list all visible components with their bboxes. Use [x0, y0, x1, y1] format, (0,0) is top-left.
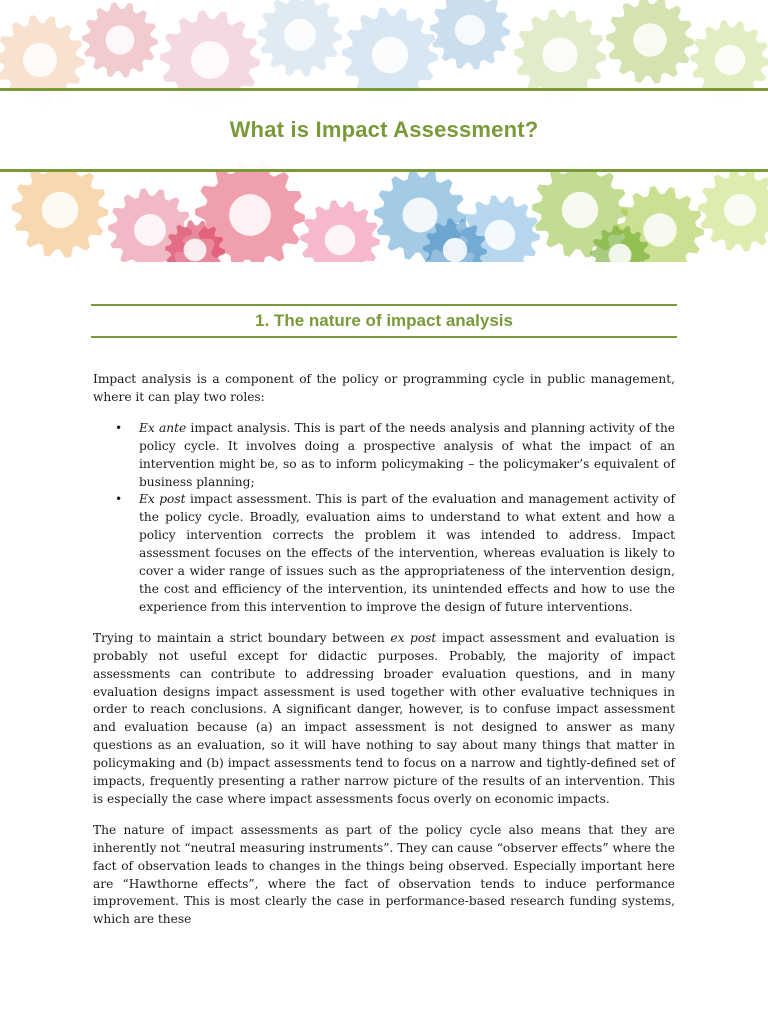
- intro-paragraph: Impact analysis is a component of the policy or programming cycle in public management, where it can play two roles:: [93, 372, 675, 404]
- section-heading: [91, 304, 677, 338]
- list-item: [115, 420, 676, 492]
- document-body: [93, 371, 675, 942]
- gear-hub: [42, 192, 78, 228]
- paragraph-2-text: Trying to maintain a strict boundary between: [93, 630, 391, 645]
- title-band: [0, 88, 768, 172]
- gear-hub: [229, 194, 271, 236]
- list-item-text: impact assessment. This is part of the evaluation and management activity of the policy cycle. Broadly, evaluation aims to understand to what extent and how a policy intervention corrects the problem it was intended to address. Impact assessment focuses on the effects of the intervention, whereas evaluation is likely to cover a wider range of issues such as the appropriateness of the intervention design, the cost and efficiency of the intervention, its unintended effects and how to use the experience from this intervention to improve the design of future interventions.: [139, 492, 675, 614]
- gear-hub: [485, 220, 515, 250]
- gear-hub: [633, 23, 666, 56]
- bullet-icon: •: [115, 420, 123, 435]
- list-item-text: impact analysis. This is part of the needs analysis and planning activity of the policy cycle. It involves doing a prospective analysis of what the impact of an intervention might be, so as to inform policymaking – the policymaker’s equivalent of business planning;: [139, 420, 676, 489]
- section-title: 1. The nature of impact analysis: [255, 311, 513, 330]
- page-title: What is Impact Assessment?: [229, 117, 539, 142]
- paragraph-2: [93, 630, 675, 809]
- gear-hub: [134, 214, 166, 246]
- bullet-icon: •: [115, 492, 123, 507]
- gear-hub: [715, 45, 745, 75]
- gear-hub: [455, 15, 485, 45]
- gear-hub: [325, 225, 355, 255]
- roles-list: [93, 420, 675, 617]
- gear-hub: [643, 213, 676, 246]
- gear-hub: [562, 192, 598, 228]
- gear-hub: [184, 239, 207, 262]
- gear-hub: [191, 41, 229, 79]
- gear-hub: [106, 26, 135, 55]
- list-item-lead: Ex ante: [139, 420, 187, 435]
- list-item: [115, 491, 675, 616]
- paragraph-2-text-cont: impact assessment and evaluation is probably not useful except for didactic purposes. Probably, the majority of impact assessments can contribute to addressing broader evaluation questions, and in many evaluation designs impact assessment is used together with other evaluative techniques in order to reach conclusions. A significant danger, however, is to confuse impact assessment and evaluation because (a) an impact assessment is not designed to answer as many questions as an evaluation, so it will have nothing to say about many things that matter in policymaking and (b) impact assessments tend to focus on a narrow and tightly-defined set of impacts, frequently presenting a rather narrow picture of the results of an intervention. This is especially the case where impact assessments focus overly on economic impacts.: [93, 630, 675, 806]
- gear-hub: [23, 43, 57, 77]
- gear-hub: [372, 37, 408, 73]
- list-item-lead: Ex post: [139, 492, 186, 507]
- paragraph-2-emphasis: ex post: [390, 630, 437, 645]
- gear-hub: [443, 238, 467, 262]
- gear-hub: [403, 198, 438, 233]
- gear-hub: [543, 38, 578, 73]
- paragraph-3: The nature of impact assessments as part of the policy cycle also means that they are inherently not “neutral measuring instruments”. They can cause “observer effects” where the fact of observation leads to changes in the things being observed. Especially important here are “Hawthorne effects”, where the fact of observation tends to induce performance improvement. This is most clearly the case in performance-based research funding systems, which are these: [93, 822, 675, 927]
- gear-hub: [284, 19, 316, 51]
- gear-hub: [724, 194, 756, 226]
